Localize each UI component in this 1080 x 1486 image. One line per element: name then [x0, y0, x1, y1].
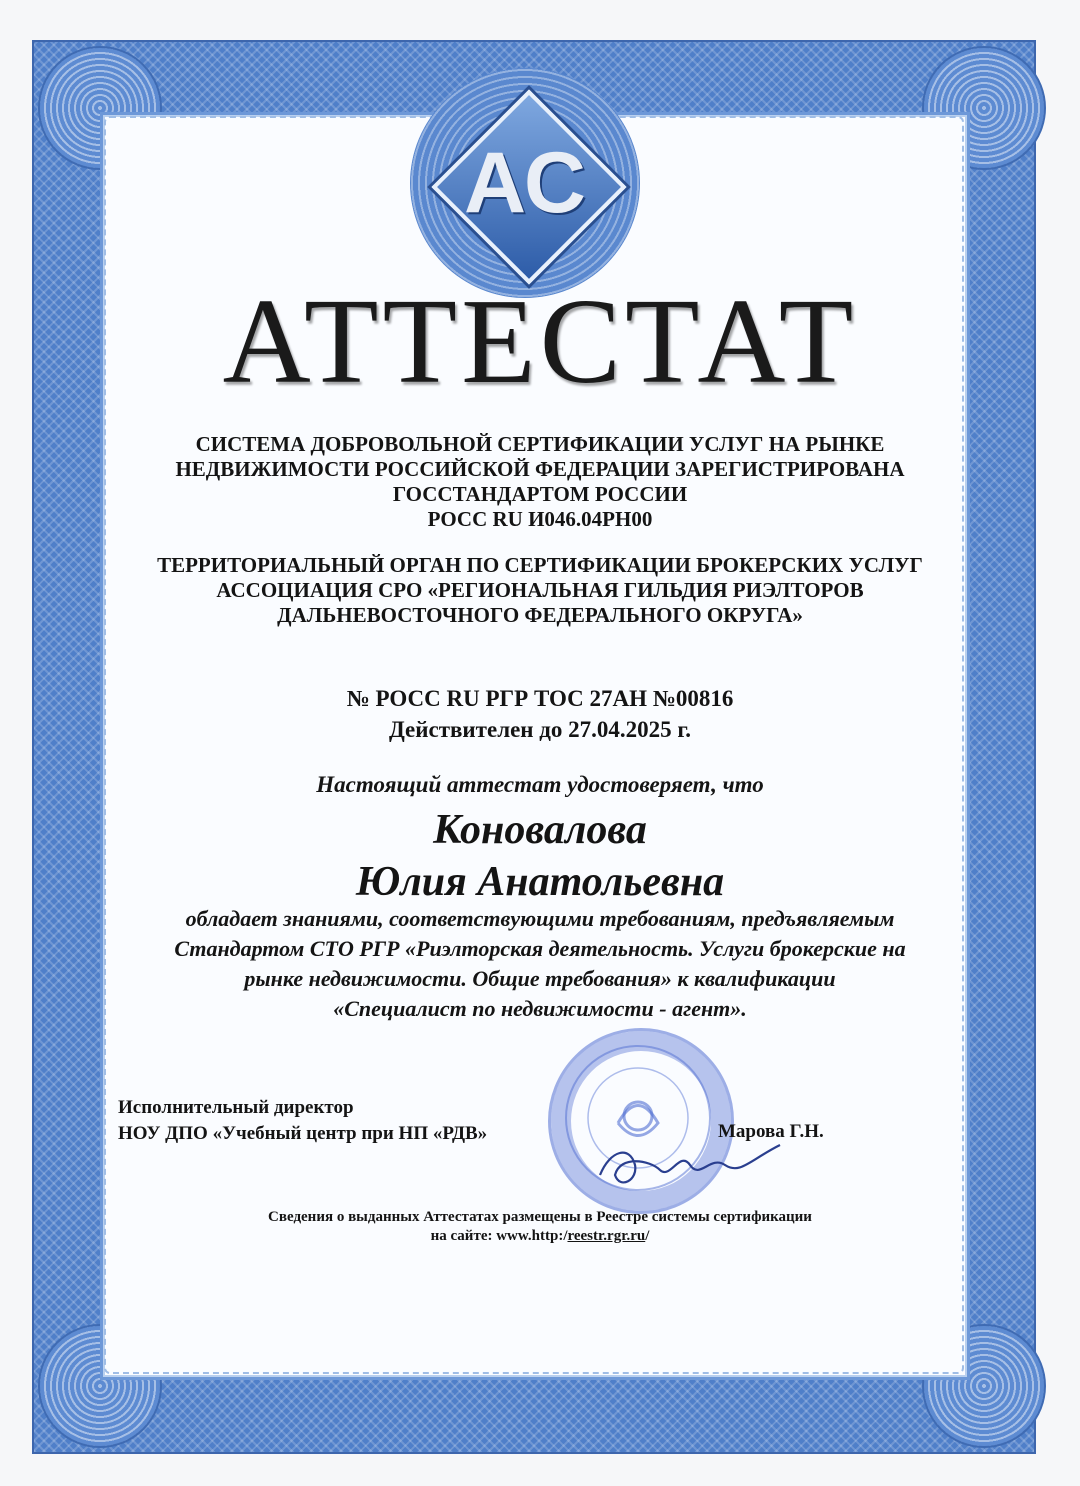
signatory-organization: НОУ ДПО «Учебный центр при НП «РДВ» — [118, 1123, 488, 1144]
signatory-block — [118, 1095, 487, 1147]
system-line: ГОССТАНДАРТОМ РОССИИ — [392, 482, 688, 506]
intro-text: Настоящий аттестат удостоверяет, что — [316, 772, 764, 797]
qualification-line: Стандартом СТО РГР «Риэлторская деятельность. Услуги брокерские на — [174, 936, 906, 961]
footer-line: Сведения о выданных Аттестатах размещены в Реестре системы сертификации — [268, 1209, 812, 1225]
system-line: НЕДВИЖИМОСТИ РОССИЙСКОЙ ФЕДЕРАЦИИ ЗАРЕГИСТРИРОВАНА — [175, 457, 905, 481]
valid-until: Действителен до 27.04.2025 г. — [388, 717, 692, 742]
footer-suffix: / — [645, 1228, 650, 1244]
emblem-letters: АС — [463, 135, 587, 231]
certificate-title: АТТЕСТАТ — [222, 274, 858, 409]
organ-line: АССОЦИАЦИЯ СРО «РЕГИОНАЛЬНАЯ ГИЛЬДИЯ РИЭЛТОРОВ — [216, 578, 864, 602]
signatory-title: Исполнительный директор — [118, 1097, 354, 1118]
qualification-line: рынке недвижимости. Общие требования» к квалификации — [244, 966, 836, 991]
system-line: СИСТЕМА ДОБРОВОЛЬНОЙ СЕРТИФИКАЦИИ УСЛУГ НА РЫНКЕ — [195, 432, 885, 456]
handwritten-signature-icon — [590, 1130, 790, 1200]
certificate-number-block — [120, 683, 960, 745]
footer-prefix: на сайте: www.http:/ — [430, 1228, 568, 1244]
system-registration-block — [120, 432, 960, 532]
organ-line: ДАЛЬНЕВОСТОЧНОГО ФЕДЕРАЛЬНОГО ОКРУГА» — [277, 603, 803, 627]
holder-surname: Коновалова — [433, 807, 647, 853]
certificate-number: № РОСС RU РГР ТОС 27АН №00816 — [346, 686, 734, 711]
qualification-text — [100, 904, 980, 1024]
footer-line-2 — [120, 1227, 960, 1246]
registry-link[interactable]: reestr.rgr.ru — [567, 1228, 646, 1244]
holder-given-names: Юлия Анатольевна — [355, 859, 725, 905]
qualification-line: «Специалист по недвижимости - агент». — [333, 996, 747, 1021]
emblem-logo — [410, 68, 640, 298]
organ-line: ТЕРРИТОРИАЛЬНЫЙ ОРГАН ПО СЕРТИФИКАЦИИ БРОКЕРСКИХ УСЛУГ — [157, 553, 923, 577]
qualification-line: обладает знаниями, соответствующими требованиям, предъявляемым — [185, 906, 895, 931]
system-line: РОСС RU И046.04РН00 — [427, 507, 653, 531]
certification-organ-block — [120, 553, 960, 628]
registry-footer — [120, 1208, 960, 1246]
signatory-name: Марова Г.Н. — [718, 1121, 824, 1142]
